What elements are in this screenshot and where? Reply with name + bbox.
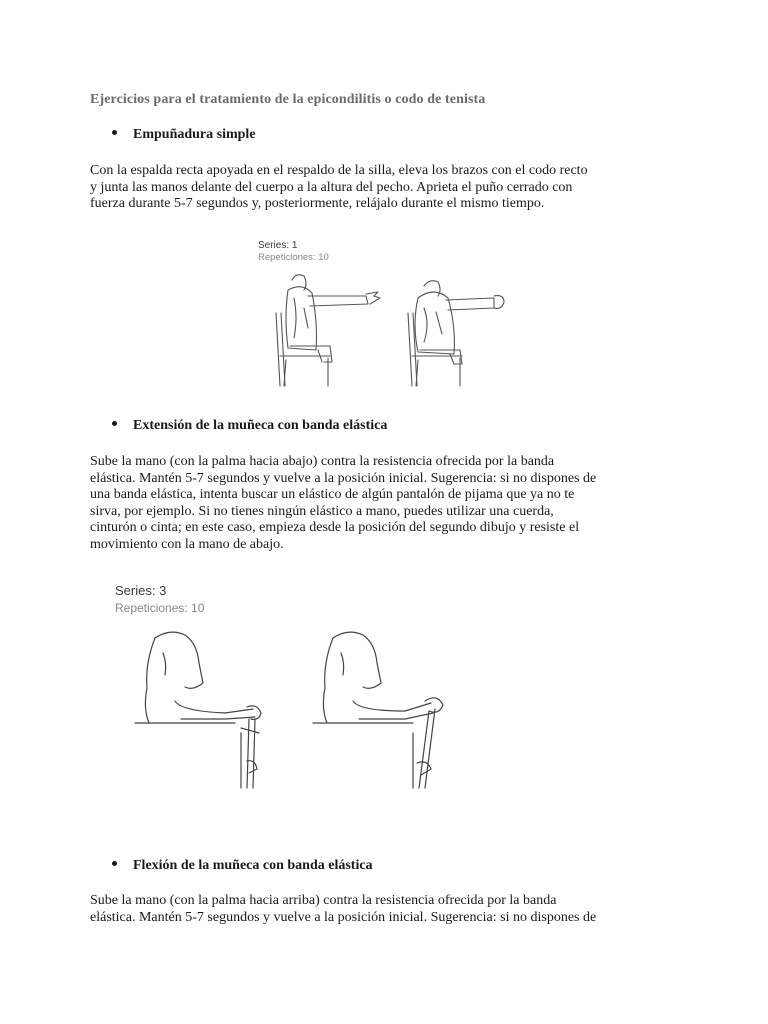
paragraph-line: cinturón o cinta; en este caso, empieza desde la posición del segundo dibujo y resiste el [90,520,580,535]
bullet-icon [112,861,117,866]
section-heading [112,127,256,143]
section-heading-text: Flexión de la muñeca con banda elástica [133,858,373,873]
figure-series-label: Series: 3 [115,583,167,598]
wrist-band-drawing [115,583,465,798]
figure-reps-label: Repeticiones: 10 [258,252,329,263]
figure-reps-label: Repeticiones: 10 [115,601,205,615]
section-heading [112,858,373,874]
paragraph-line: fuerza durante 5-7 segundos y, posteriormente, relájalo durante el mismo tiempo. [90,196,545,211]
bullet-icon [112,130,117,135]
section-heading-text: Extensión de la muñeca con banda elástica [133,418,388,433]
paragraph-line: Sube la mano (con la palma hacia arriba) contra la resistencia ofrecida por la banda [90,893,557,908]
section-paragraph [90,893,690,926]
section-paragraph [90,454,690,553]
paragraph-line: sirva, por ejemplo. Si no tienes ningún elástico a mano, puedes utilizar una cuerda, [90,503,554,519]
figure-series-label: Series: 1 [258,240,298,251]
paragraph-line: Sube la mano (con la palma hacia abajo) contra la resistencia ofrecida por la banda [90,454,555,469]
paragraph-line: una banda elástica, intenta buscar un elástico de algún pantalón de pijama que ya no te [90,487,575,502]
document-title: Ejercicios para el tratamiento de la epicondilitis o codo de tenista [90,92,486,107]
section-paragraph [90,163,690,213]
paragraph-line: elástica. Mantén 5-7 segundos y vuelve a la posición inicial. Sugerencia: si no dispones de [90,909,597,925]
section-heading-text: Empuñadura simple [133,127,256,142]
seated-arm-extended-drawing [258,238,518,388]
exercise-illustration-wrist-extension [115,583,465,798]
paragraph-line: elástica. Mantén 5-7 segundos y vuelve a la posición inicial. Sugerencia: si no dispones de [90,470,597,486]
paragraph-line: movimiento con la mano de abajo. [90,536,284,552]
paragraph-line: Con la espalda recta apoyada en el respaldo de la silla, eleva los brazos con el codo recto [90,163,588,178]
exercise-illustration-grip [258,238,518,388]
section-heading [112,418,387,434]
paragraph-line: y junta las manos delante del cuerpo a la altura del pecho. Aprieta el puño cerrado con [90,179,573,195]
bullet-icon [112,421,117,426]
